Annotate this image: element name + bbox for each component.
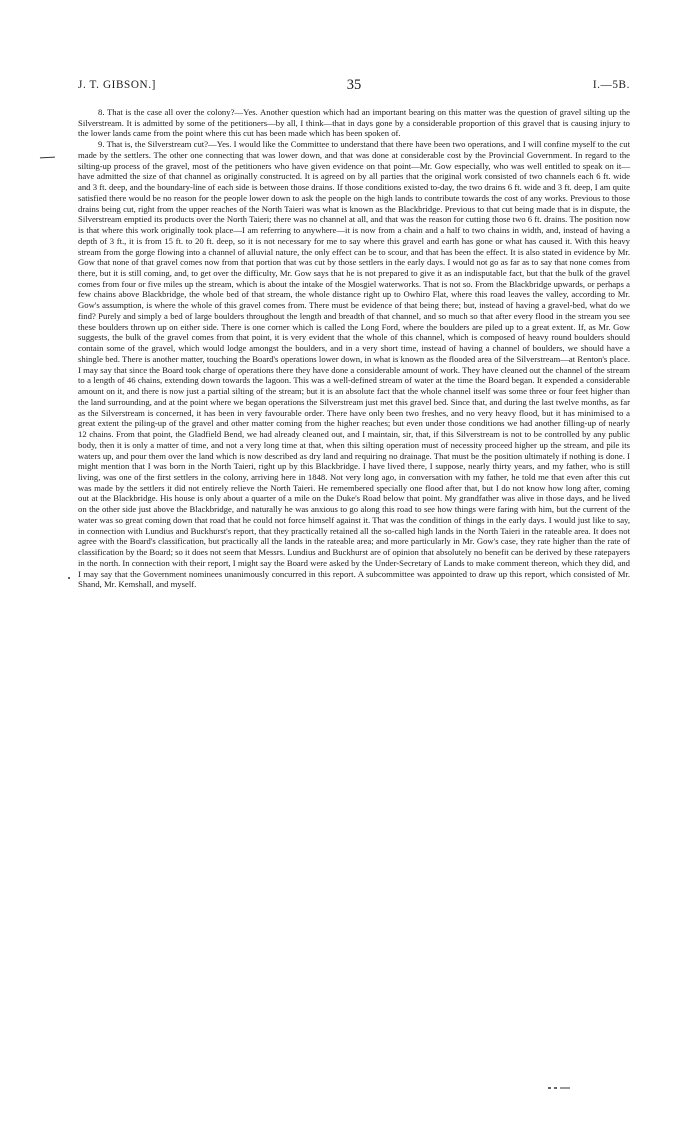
paragraph-question-9: 9. That is, the Silverstream cut?—Yes. I would like the Committee to understand that there have been two operations, and I will confine myself to the cut made by the settlers. The other one connecting that was lower down, and that was done at considerable cost by the Provincial Government. In regard to the silting-up process of the gravel, most of the petitioners who have given evidence on that point—Mr. Gow especially, who was well entitled to speak on it—have admitted the size of that channel as originally constructed. It is agreed on by all parties that the original work consisted of two channels each 6 ft. wide and 3 ft. deep, and the boundary-line of each side is between those drains. If those conditions existed to-day, the two drains 6 ft. wide and 3 ft. deep, I am quite satisfied there would be no reason for the people lower down to ask the people on the high lands to contribute towards the cost of any works. Previous to those drains being cut, right from the upper reaches of the North Taieri was what is known as the Blackbridge. Previous to that cut being made that is in dispute, the Silverstream emptied its products over the North Taieri; there was no channel at all, and that was the reason for cutting those two 6 ft. drains. The position now is that where this work originally took place—I am referring to anywhere—it is now from a chain and a half to two chains in width, and, instead of having a depth of 3 ft., it is from 15 ft. to 20 ft. deep, so it is not necessary for me to say where this gravel and earth has gone or what has caused it. With this heavy stream from the gorge flowing into a channel of alluvial nature, the only effect can be to scour, and that has been the effect. It is also stated in evidence by Mr. Gow that none of that gravel comes now from that portion that was cut by those settlers in the early days. I would not go as far as to say that none comes from there, but it is still coming, and, to get over the difficulty, Mr. Gow says that he is not prepared to give it as an indisputable fact, but that the bulk of the gravel comes from four or five miles up the stream, which is about the intake of the Mosgiel waterworks. That is not so. From the Blackbridge upwards, or perhaps a few chains above Blackbridge, the whole bed of that stream, the whole distance right up to Owhiro Flat, where this road leaves the valley, according to Mr. Gow's assumption, is where the whole of this gravel comes from. There must be evidence of that being there; but, instead of having a gravel-bed, what do we find? Purely and simply a bed of large boulders throughout the length and breadth of that channel, and so much so that after every flood in the stream you see these boulders thrown up on either side. There is one corner which is called the Long Ford, where the boulders are piled up to a great extent. If, as Mr. Gow suggests, the bulk of the gravel comes from that point, it is very evident that the whole of this channel, which is composed of heavy round boulders should contain some of the gravel, which would lodge amongst the boulders, and in a very short time, instead of having a channel of boulders, we should have a shingle bed. There is another matter, touching the Board's operations lower down, in what is known as the flooded area of the Silverstream—at Renton's place. I may say that since the Board took charge of operations there they have done a considerable amount of work. They have cleaned out the channel of the stream to a length of 46 chains, extending down towards the lagoon. This was a well-defined stream of water at the time the Board began. It expended a considerable amount on it, and there is now just a partial silting of the stream; but it is an absolute fact that the whole channel itself was some three or four feet higher than the land surrounding, and at the point where we began operations the Silverstream just met this gravel bed. Since that, and during the last twelve months, as far as the Silverstream is concerned, it has been in very favourable order. There have only been two freshes, and no very heavy flood, but it has minimised to a great extent the piling-up of the gravel and other matter coming from the higher reaches; but even under those conditions we had another filling-up of nearly 12 chains. From that point, the Gladfield Bend, we had already cleaned out, and I maintain, sir, that, if this Silverstream is not to be controlled by any public body, then it is only a matter of time, and not a very long time at that, when this silting operation must of necessity proceed higher up the stream, and pile its waters up, and pour them over the land which is now described as dry land and requiring no drainage. That must be the position ultimately if nothing is done. I might mention that I was born in the North Taieri, right up by this Blackbridge. I have lived there, I suppose, nearly thirty years, and my father, who is still living, was one of the first settlers in the colony, arriving here in 1848. Not very long ago, in conversation with my father, he told me that even after this cut was made by the settlers it did not entirely relieve the North Taieri. He remembered specially one flood after that, but I do not know how long after, coming out at the Blackbridge. His house is only about a quarter of a mile on the Duke's Road below that point. My grandfather was alive in those days, and he lived on the other side just above the Blackbridge, and naturally he was anxious to go along this road to see how things were faring with him, but the current of the water was so great coming down that road that he could not force himself against it. That was the condition of things in the early days. I would just like to say, in connection with Lundius and Buckhurst's report, that they practically retained all the so-called high lands in the North Taieri in the rateable area. It does not agree with the Board's classification, but practically all the lands in the rateable area; and more particularly in Mr. Gow's case, they rate higher than the rate of classification by the Board; so it does not seem that Messrs. Lundius and Buckhurst are of opinion that absolutely no benefit can be derived by these ratepayers in the north. In connection with their report, I might say the Board were asked by the Under-Secretary of Lands to make comment thereon, which they did, and I may say that the Government nominees unanimously concurred in this report. A subcommittee was appointed to draw up this report, which consisted of Mr. Shand, Mr. Kemshall, and myself. xyxy=(78,139,630,590)
paragraph-question-8: 8. That is the case all over the colony?—Yes. Another question which had an important bearing on this matter was the question of gravel silting up the Silverstream. It is admitted by some of the petitioners—by all, I think—that in days gone by a considerable proportion of this gravel that is causing injury to the lower lands came from the point where this cut has been made which has been spoken of. xyxy=(78,107,630,139)
page-number: 35 xyxy=(346,77,362,93)
document-body xyxy=(78,107,630,590)
margin-dot-mark xyxy=(68,577,70,579)
margin-pencil-mark xyxy=(40,157,55,161)
header-witness-name: J. T. GIBSON.] xyxy=(78,79,156,91)
footer-stray-mark xyxy=(548,1087,570,1089)
header-document-code: I.—5B. xyxy=(592,79,630,91)
running-header xyxy=(78,79,630,97)
